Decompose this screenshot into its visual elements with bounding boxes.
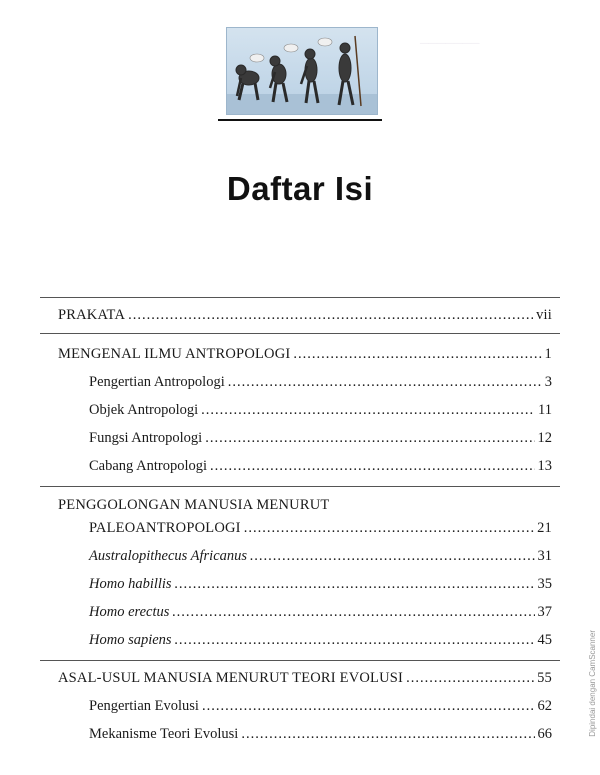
toc-page: 45 (537, 632, 552, 648)
toc-entry[interactable] (89, 631, 552, 649)
toc-page: 3 (544, 374, 552, 390)
toc-page: 66 (537, 726, 552, 742)
toc-page: 62 (537, 698, 552, 714)
toc-entry-chapter-3[interactable] (58, 669, 552, 687)
toc-entry[interactable] (89, 603, 552, 621)
toc-entry-prakata[interactable] (58, 306, 552, 324)
toc-label: PALEOANTROPOLOGI (89, 520, 241, 536)
toc-entry[interactable] (89, 725, 552, 743)
toc-chapter-line1: PENGGOLONGAN MANUSIA MENURUT (58, 497, 330, 513)
toc-label: Mekanisme Teori Evolusi (89, 726, 239, 742)
title-divider (218, 119, 382, 121)
toc-entry[interactable] (89, 547, 552, 565)
toc-entry[interactable] (89, 401, 552, 419)
toc-page: 35 (537, 576, 552, 592)
toc-page: 1 (544, 346, 552, 362)
leader-dots (293, 345, 541, 363)
toc-page: 31 (537, 548, 552, 564)
toc-page: 21 (537, 520, 552, 536)
toc-entry[interactable] (89, 697, 552, 715)
leader-dots (201, 401, 535, 419)
toc-page: 12 (537, 430, 552, 446)
leader-dots (172, 603, 534, 621)
toc-label: Cabang Antropologi (89, 458, 208, 474)
rule-divider (40, 486, 560, 487)
page-title: Daftar Isi (226, 170, 374, 207)
leader-dots (250, 547, 534, 565)
toc-page: 55 (537, 670, 552, 686)
leader-dots (175, 631, 535, 649)
leader-dots (244, 519, 534, 537)
toc-entry-chapter-1[interactable] (58, 345, 552, 363)
rule-divider (40, 333, 560, 334)
bleed-through: ─────── (420, 36, 480, 50)
toc-entry[interactable] (89, 373, 552, 391)
toc-label: Pengertian Antropologi (89, 374, 225, 390)
toc-label: Australopithecus Africanus (89, 548, 248, 564)
leader-dots (210, 457, 534, 475)
leader-dots (241, 725, 534, 743)
toc-label: Objek Antropologi (89, 402, 199, 418)
leader-dots (175, 575, 535, 593)
leader-dots (128, 306, 533, 324)
toc-label: Pengertian Evolusi (89, 698, 199, 714)
leader-dots (228, 373, 542, 391)
rule-divider (40, 660, 560, 661)
scanner-watermark: Dipindai dengan CamScanner (588, 630, 597, 737)
toc-page: 11 (538, 402, 552, 418)
toc-label: MENGENAL ILMU ANTROPOLOGI (58, 346, 291, 362)
toc-label: PRAKATA (58, 307, 126, 323)
toc-label: Fungsi Antropologi (89, 430, 203, 446)
toc-label: ASAL-USUL MANUSIA MENURUT TEORI EVOLUSI (58, 670, 404, 686)
evolution-illustration (226, 27, 378, 115)
leader-dots (205, 429, 534, 447)
toc-label: Homo sapiens (89, 632, 172, 648)
toc-entry-chapter-2[interactable] (89, 519, 552, 537)
leader-dots (202, 697, 535, 715)
toc-page: 37 (537, 604, 552, 620)
toc-entry[interactable] (89, 575, 552, 593)
toc-page: vii (536, 307, 552, 323)
toc-entry[interactable] (89, 429, 552, 447)
evolution-of-man-icon (227, 28, 377, 114)
rule-top (40, 297, 560, 298)
toc-label: Homo erectus (89, 604, 170, 620)
leader-dots (406, 669, 534, 687)
toc-label: Homo habillis (89, 576, 172, 592)
toc-page: 13 (537, 458, 552, 474)
toc-entry[interactable] (89, 457, 552, 475)
